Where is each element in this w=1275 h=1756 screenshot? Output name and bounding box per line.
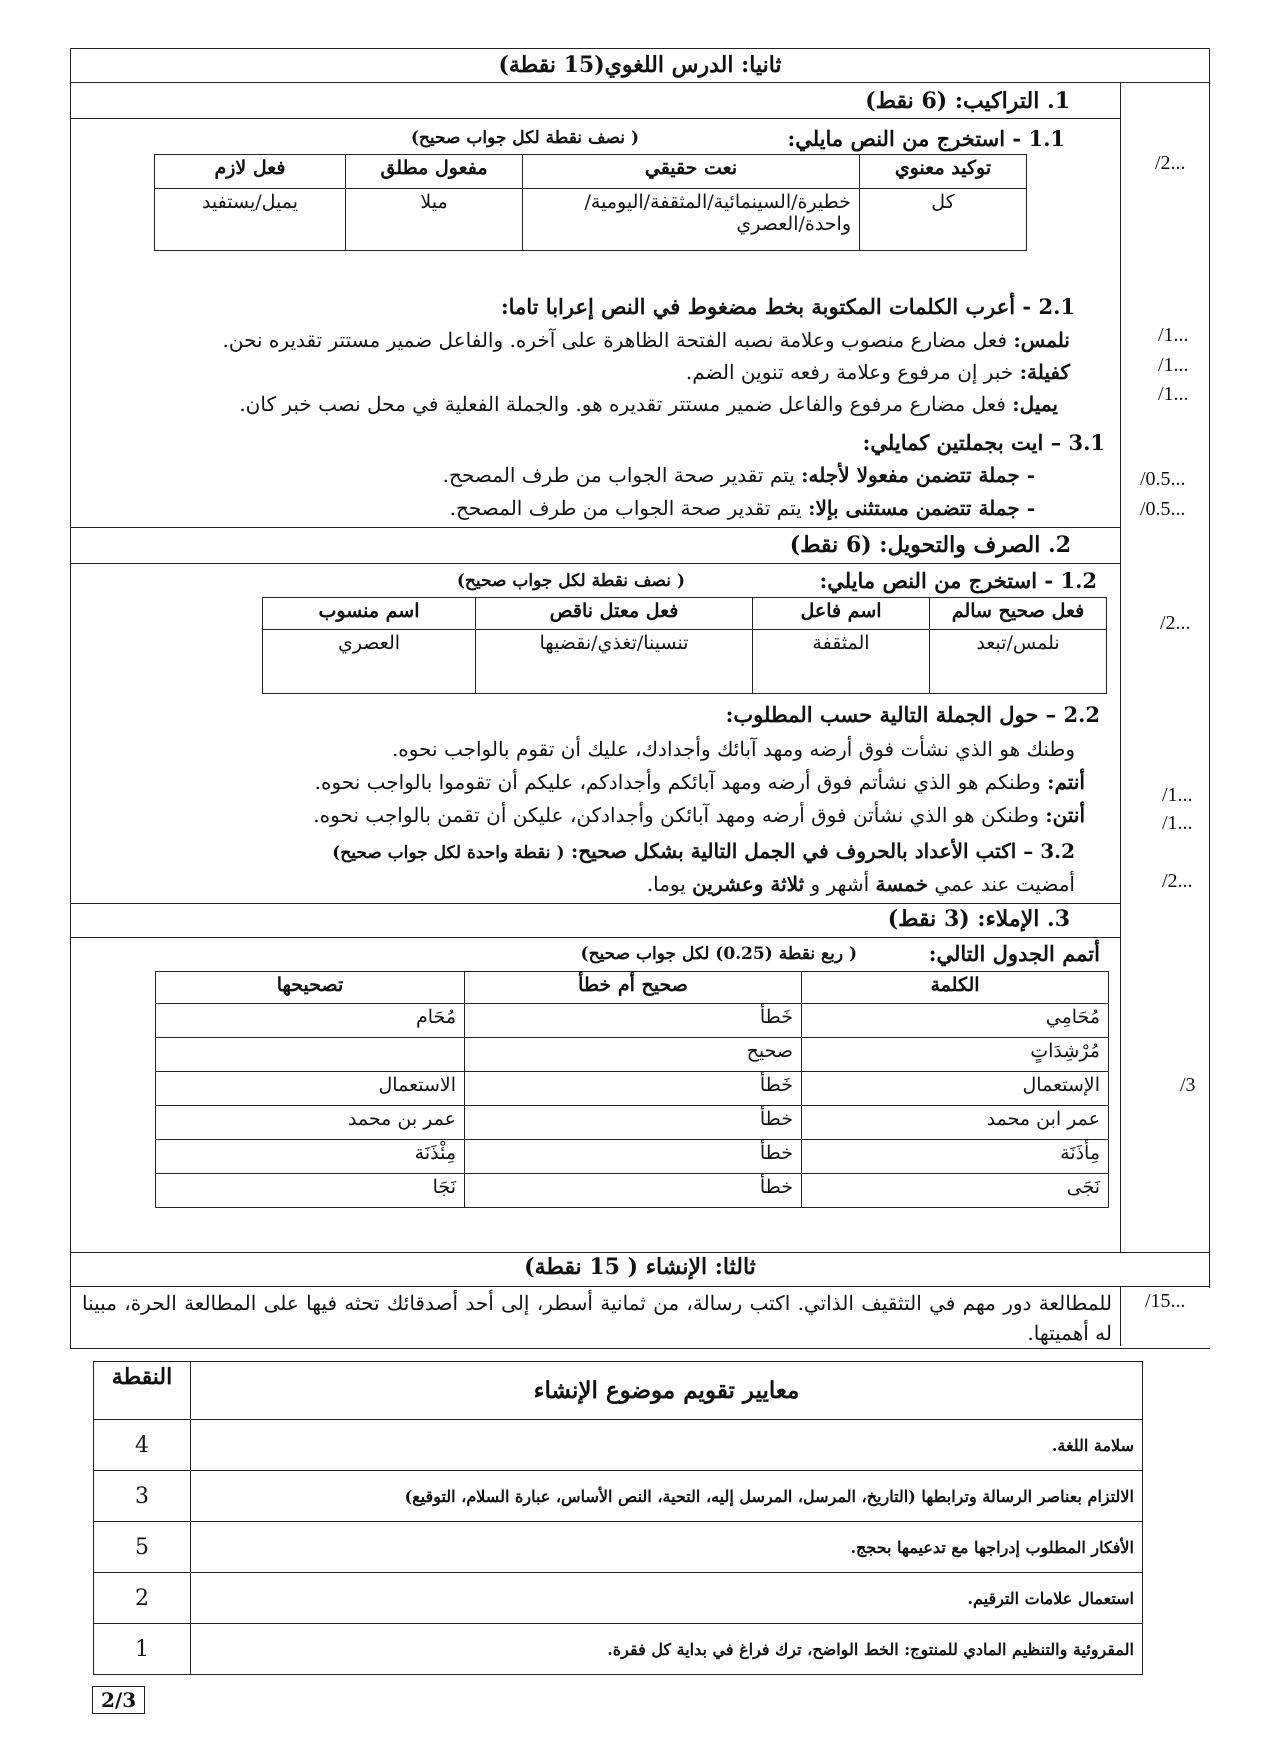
question-1-1-note: ( نصف نقطة لكل جواب صحيح) — [410, 128, 639, 148]
criteria-title: معايير تقويم موضوع الإنشاء — [191, 1362, 1143, 1420]
score-mark: /0.5... — [1140, 498, 1186, 520]
criterion-score: 1 — [94, 1624, 191, 1675]
header-sound-verb: فعل صحيح سالم — [930, 598, 1107, 630]
question-3-2 — [332, 839, 1075, 863]
sentence-text: يتم تقدير صحة الجواب من طرف المصحح. — [442, 463, 795, 487]
dictation-note: ( ربع نقطة (0.25) لكل جواب صحيح) — [580, 944, 857, 964]
criterion-text: المقروئية والتنظيم المادي للمنتوج: الخط الواضح، ترك فراغ في بداية كل فقرة. — [191, 1624, 1143, 1675]
table-row — [94, 1522, 1143, 1573]
parse-item — [223, 328, 1070, 352]
sentence-item — [443, 463, 1035, 487]
sentence-item — [450, 496, 1035, 520]
question-2-2-label: 2.2 – حول الجملة التالية حسب المطلوب: — [725, 702, 1100, 727]
header-absolute-object: مفعول مطلق — [346, 155, 523, 189]
cell-value: كل — [860, 189, 1027, 251]
dictation-label: أتمم الجدول التالي: — [928, 941, 1100, 966]
criterion-score: 3 — [94, 1471, 191, 1522]
table-row — [94, 1471, 1143, 1522]
score-mark: /1... — [1158, 354, 1189, 376]
transform-text: وطنكم هو الذي نشأتم فوق أرضه ومهد آبائكم وأجدادكم، عليكم أن تقوموا بالواجب نحوه. — [314, 770, 1041, 794]
word-cell: مِأذَنَة — [802, 1140, 1109, 1174]
correction-cell: مِئْذَنَة — [156, 1140, 465, 1174]
sentence-part: يوما. — [646, 872, 693, 896]
header-emphasis: توكيد معنوي — [860, 155, 1027, 189]
question-2-1-label: 2.1 - أعرب الكلمات المكتوبة بخط مضغوط في النص إعرابا تاما: — [500, 294, 1075, 319]
page-number: 2/3 — [92, 1686, 145, 1714]
question-3-1-label: 3.1 – ايت بجملتين كمايلي: — [862, 430, 1105, 455]
header-adjective: نعت حقيقي — [523, 155, 860, 189]
table-row — [156, 1072, 1109, 1106]
score-mark: /3 — [1180, 1074, 1196, 1096]
transform-item — [315, 770, 1085, 794]
criterion-score: 4 — [94, 1420, 191, 1471]
cell-value: العصري — [263, 630, 476, 694]
sentence-part: أمضيت عند عمي — [928, 872, 1075, 896]
part-title-morphology: 2. الصرف والتحويل: (6 نقط) — [789, 532, 1071, 558]
question-3-2-note: ( نقطة واحدة لكل جواب صحيح) — [332, 843, 565, 863]
cell-value: يميل/يستفيد — [155, 189, 346, 251]
cell-value: خطيرة/السينمائية/المثقفة/اليومية/ واحدة/العصري — [523, 189, 860, 251]
header-active-participle: اسم فاعل — [753, 598, 930, 630]
composition-prompt: للمطالعة دور مهم في التثقيف الذاتي. اكتب رسالة، من ثمانية أسطر، إلى أحد أصدقائك تحثه فيها على المطالعة الحرة، مبينا له أهميتها. — [82, 1291, 1112, 1345]
judgment-cell: خطأ — [465, 1174, 802, 1208]
header-intransitive-verb: فعل لازم — [155, 155, 346, 189]
score-mark: /1... — [1162, 812, 1193, 834]
section-title: ثانيا: الدرس اللغوي(15 نقطة) — [498, 52, 782, 78]
extraction-table-morphology — [262, 597, 1107, 694]
table-row — [156, 1174, 1109, 1208]
part-title-structures: 1. التراكيب: (6 نقط) — [865, 88, 1070, 114]
table-row — [156, 1140, 1109, 1174]
word-cell: مُرْشِدَاتٍ — [802, 1038, 1109, 1072]
score-mark: /0.5... — [1140, 468, 1186, 490]
word-cell: عمر ابن محمد — [802, 1106, 1109, 1140]
parse-item — [239, 392, 1058, 416]
question-1-2-label: 1.2 - استخرج من النص مايلي: — [819, 568, 1097, 593]
sentence-part: أشهر و — [804, 872, 876, 896]
transform-item — [313, 803, 1085, 827]
header-correction: تصحيحها — [156, 972, 465, 1004]
extraction-table-structures — [154, 154, 1027, 251]
score-mark: /2... — [1155, 152, 1186, 174]
word-cell: الإستعمال — [802, 1072, 1109, 1106]
word-cell: مُحَامِي — [802, 1004, 1109, 1038]
dictation-table — [155, 971, 1109, 1208]
number-word: ثلاثة وعشرين — [692, 872, 805, 896]
part-title-dictation: 3. الإملاء: (3 نقط) — [887, 906, 1070, 932]
judgment-cell: خَطأ — [465, 1004, 802, 1038]
transform-text: وطنكن هو الذي نشأتن فوق أرضه ومهد آبائكن وأجدادكن، عليكن أن تقمن بالواجب نحوه. — [313, 803, 1039, 827]
header-defective-verb: فعل معتل ناقص — [476, 598, 753, 630]
parse-word: كفيلة: — [1019, 360, 1070, 384]
header-relative-noun: اسم منسوب — [263, 598, 476, 630]
score-header: النقطة — [94, 1362, 191, 1420]
parse-text: فعل مضارع منصوب وعلامة نصبه الفتحة الظاهرة على آخره. والفاعل ضمير مستتر تقديره نحن. — [222, 328, 1007, 352]
score-mark: /1... — [1158, 324, 1189, 346]
table-row — [94, 1420, 1143, 1471]
score-mark: /1... — [1162, 784, 1193, 806]
score-mark: /15... — [1145, 1290, 1186, 1312]
criterion-text: سلامة اللغة. — [191, 1420, 1143, 1471]
number-word: خمسة — [875, 872, 928, 896]
cell-value: نلمس/تبعد — [930, 630, 1107, 694]
parse-text: فعل مضارع مرفوع والفاعل ضمير مستتر تقديره هو. والجملة الفعلية في محل نصب خبر كان. — [239, 392, 1006, 416]
base-sentence: وطنك هو الذي نشأت فوق أرضه ومهد آبائك وأجدادك، عليك أن تقوم بالواجب نحوه. — [391, 737, 1075, 761]
cell-value: ميلا — [346, 189, 523, 251]
criterion-score: 2 — [94, 1573, 191, 1624]
correction-cell: مُحَام — [156, 1004, 465, 1038]
parse-text: خبر إن مرفوع وعلامة رفعه تنوين الضم. — [685, 360, 1014, 384]
sentence-text: يتم تقدير صحة الجواب من طرف المصحح. — [449, 496, 802, 520]
correction-cell: نَجَا — [156, 1174, 465, 1208]
score-mark: /2... — [1160, 612, 1191, 634]
criterion-score: 5 — [94, 1522, 191, 1573]
numbers-sentence — [647, 872, 1075, 896]
judgment-cell: خَطأ — [465, 1072, 802, 1106]
criterion-text: استعمال علامات الترقيم. — [191, 1573, 1143, 1624]
cell-value: المثقفة — [753, 630, 930, 694]
criterion-text: الأفكار المطلوب إدراجها مع تدعيمها بحجج. — [191, 1522, 1143, 1573]
evaluation-criteria-table — [93, 1361, 1143, 1675]
question-3-2-label: 3.2 – اكتب الأعداد بالحروف في الجمل التالية بشكل صحيح: — [570, 839, 1075, 863]
score-mark: /2... — [1162, 870, 1193, 892]
judgment-cell: خطأ — [465, 1140, 802, 1174]
sentence-lead: - جملة تتضمن مفعولا لأجله: — [801, 463, 1035, 487]
header-correct-or-wrong: صحيح أم خطأ — [465, 972, 802, 1004]
pronoun: أنتن: — [1045, 803, 1085, 827]
correction-cell: عمر بن محمد — [156, 1106, 465, 1140]
parse-word: يميل: — [1012, 392, 1058, 416]
parse-item — [686, 360, 1070, 384]
table-row — [156, 1004, 1109, 1038]
word-cell: نَجَى — [802, 1174, 1109, 1208]
judgment-cell: خطأ — [465, 1106, 802, 1140]
question-1-2-note: ( نصف نقطة لكل جواب صحيح) — [456, 571, 685, 591]
sentence-lead: - جملة تتضمن مستثنى بإلا: — [808, 496, 1035, 520]
table-row — [156, 1038, 1109, 1072]
cell-value: تنسينا/تغذي/نقضيها — [476, 630, 753, 694]
score-mark: /1... — [1158, 383, 1189, 405]
composition-title: ثالثا: الإنشاء ( 15 نقطة) — [524, 1254, 756, 1280]
pronoun: أنتم: — [1047, 770, 1085, 794]
table-row — [156, 1106, 1109, 1140]
judgment-cell: صحيح — [465, 1038, 802, 1072]
criterion-text: الالتزام بعناصر الرسالة وترابطها (التاريخ، المرسل، المرسل إليه، التحية، النص الأساس، عبارة السلام، التوقيع) — [191, 1471, 1143, 1522]
question-1-1-label: 1.1 - استخرج من النص مايلي: — [787, 126, 1065, 151]
correction-cell: الاستعمال — [156, 1072, 465, 1106]
header-word: الكلمة — [802, 972, 1109, 1004]
correction-cell — [156, 1038, 465, 1072]
parse-word: نلمس: — [1013, 328, 1070, 352]
table-row — [94, 1624, 1143, 1675]
table-row — [94, 1573, 1143, 1624]
